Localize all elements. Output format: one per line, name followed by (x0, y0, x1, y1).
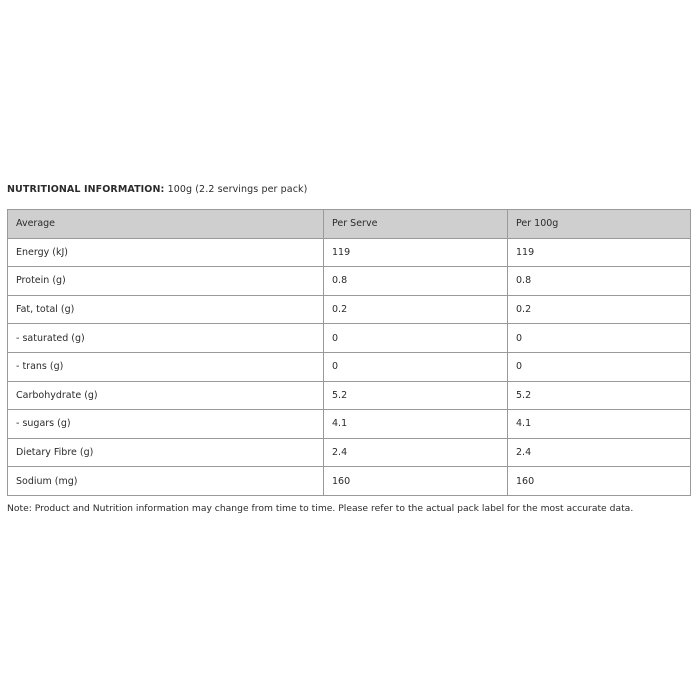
nutrition-heading-detail: 100g (2.2 servings per pack) (167, 184, 308, 195)
per-100g-value: 160 (508, 467, 691, 496)
table-row (8, 438, 691, 467)
per-100g-value: 0 (508, 324, 691, 353)
nutrient-name: - sugars (g) (8, 410, 324, 439)
nutrition-heading-label: NUTRITIONAL INFORMATION: (7, 184, 165, 195)
per-serve-value: 119 (324, 238, 508, 267)
nutrition-table (7, 209, 691, 496)
disclaimer-note: Note: Product and Nutrition information may change from time to time. Please refer to the actual pack label for the most accurate data. (7, 503, 634, 514)
per-serve-value: 0 (324, 324, 508, 353)
nutrient-name: Carbohydrate (g) (8, 381, 324, 410)
per-serve-value: 0 (324, 352, 508, 381)
nutrient-name: Fat, total (g) (8, 295, 324, 324)
column-header-average: Average (8, 210, 324, 239)
nutrient-name: - saturated (g) (8, 324, 324, 353)
table-row (8, 410, 691, 439)
per-serve-value: 0.2 (324, 295, 508, 324)
column-header-per-100g: Per 100g (508, 210, 691, 239)
table-row (8, 324, 691, 353)
table-row (8, 238, 691, 267)
table-row (8, 267, 691, 296)
table-row (8, 295, 691, 324)
per-100g-value: 0.2 (508, 295, 691, 324)
per-100g-value: 0 (508, 352, 691, 381)
per-100g-value: 0.8 (508, 267, 691, 296)
column-header-per-serve: Per Serve (324, 210, 508, 239)
nutrition-heading (7, 184, 307, 195)
per-serve-value: 4.1 (324, 410, 508, 439)
table-row (8, 352, 691, 381)
table-header-row (8, 210, 691, 239)
table-row (8, 381, 691, 410)
per-serve-value: 0.8 (324, 267, 508, 296)
per-100g-value: 5.2 (508, 381, 691, 410)
nutrient-name: Energy (kJ) (8, 238, 324, 267)
per-100g-value: 2.4 (508, 438, 691, 467)
per-100g-value: 4.1 (508, 410, 691, 439)
per-serve-value: 160 (324, 467, 508, 496)
nutrient-name: - trans (g) (8, 352, 324, 381)
per-serve-value: 2.4 (324, 438, 508, 467)
nutrient-name: Protein (g) (8, 267, 324, 296)
nutrient-name: Sodium (mg) (8, 467, 324, 496)
nutrient-name: Dietary Fibre (g) (8, 438, 324, 467)
per-serve-value: 5.2 (324, 381, 508, 410)
per-100g-value: 119 (508, 238, 691, 267)
table-row (8, 467, 691, 496)
